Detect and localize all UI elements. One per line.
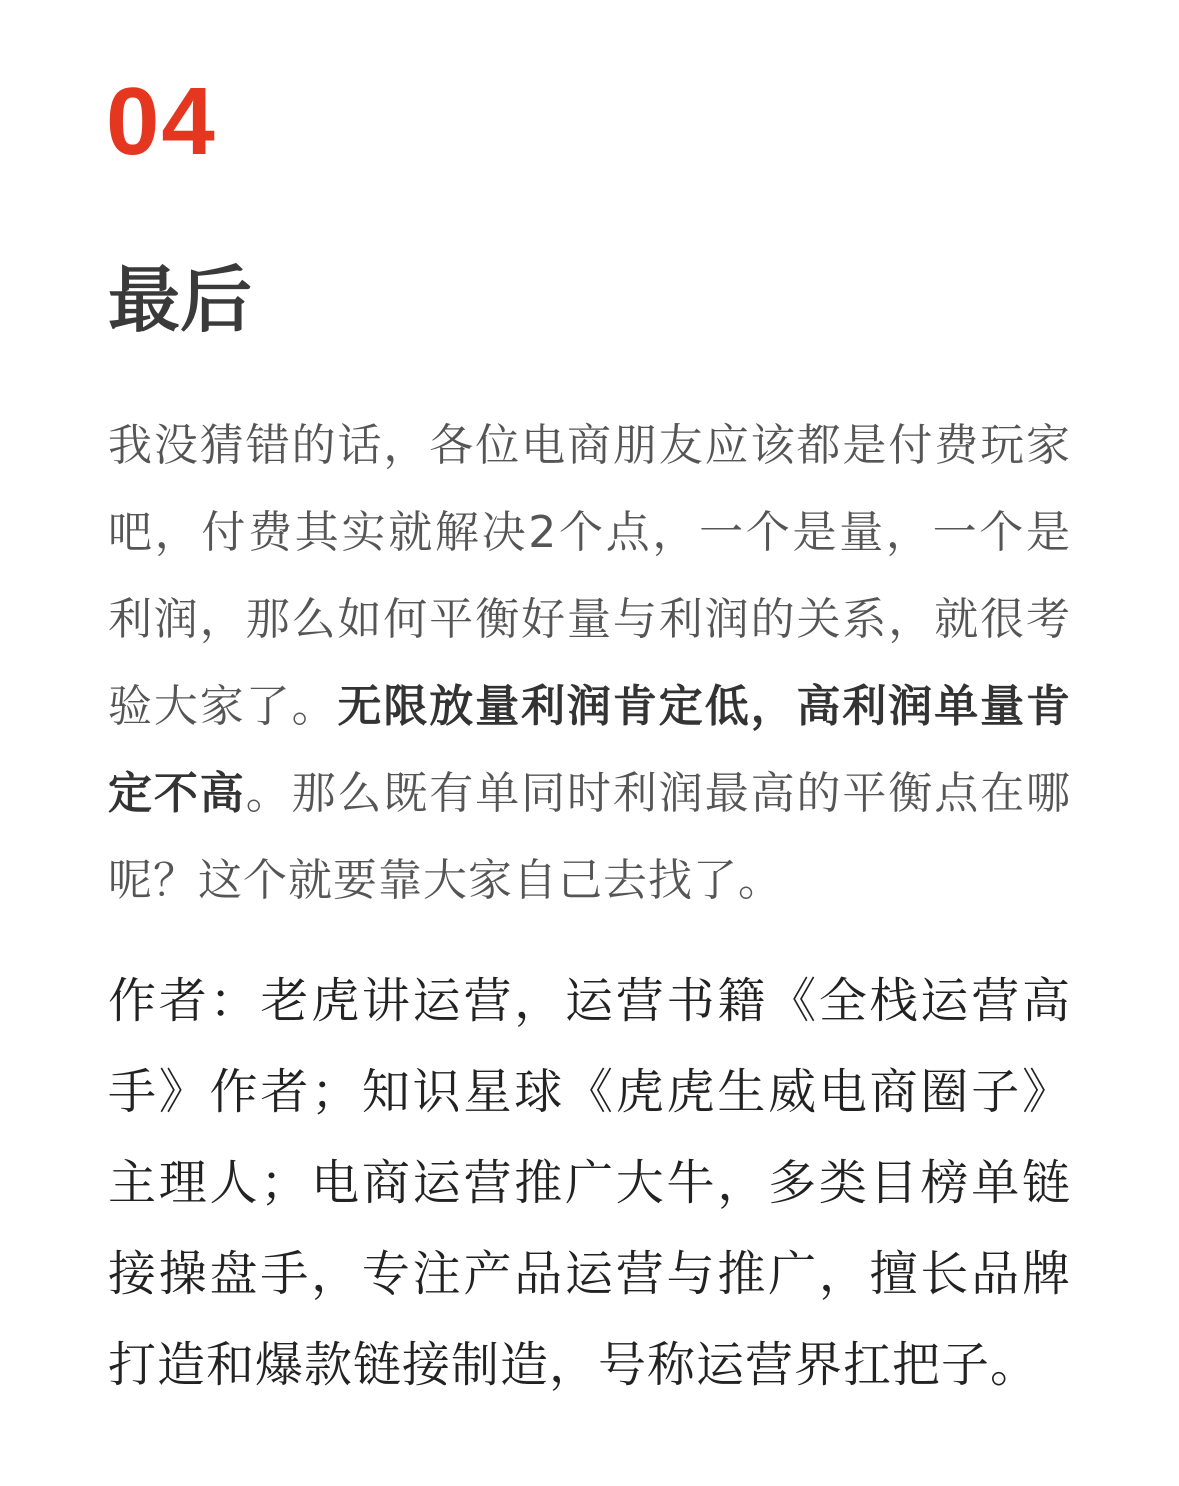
paragraph-1-outro: 。那么既有单同时利润最高的平衡点在哪呢？这个就要靠大家自己去找了。 [108, 768, 1072, 906]
section-number: 04 [106, 68, 217, 175]
paragraph-1-intro: 我没猜错的话，各位电商朋友应该都是付费玩家吧，付费其实就解决2个点，一个是量，一个是利润，那么如何平衡好量与利润的关系，就很考验大家了。 [108, 420, 1071, 732]
author-bio-paragraph: 作者：老虎讲运营，运营书籍《全栈运营高手》作者；知识星球《虎虎生威电商圈子》主理人；电商运营推广大牛，多类目榜单链接操盘手，专注产品运营与推广，擅长品牌打造和爆款链接制造，号称运营界扛把子。 [108, 973, 1071, 1393]
paragraph-1-emphasis: 无限放量利润肯定低，高利润单量肯定不高 [108, 681, 1071, 819]
body-paragraph-1 [108, 402, 1071, 924]
section-title: 最后 [108, 258, 253, 342]
